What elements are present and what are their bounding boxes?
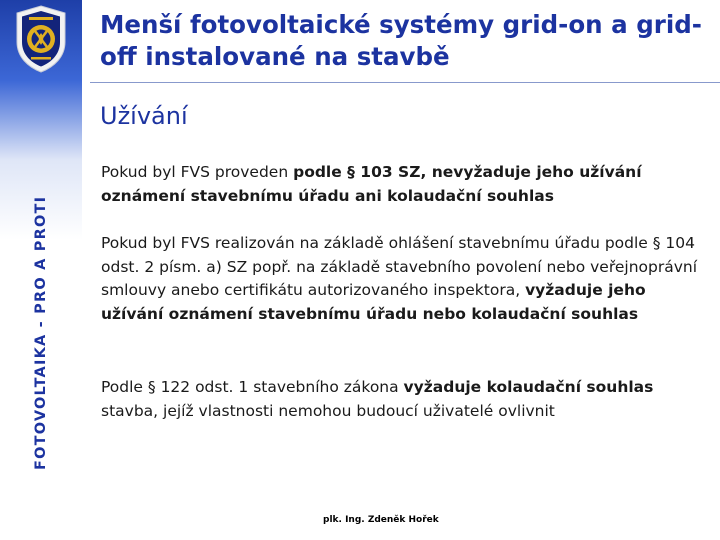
vertical-section-label: FOTOVOLTAIKA - PRO A PROTI <box>33 195 49 470</box>
paragraph-1 <box>101 161 711 208</box>
paragraph-text: Pokud byl FVS proveden <box>101 163 294 181</box>
title-divider <box>90 82 720 83</box>
paragraph-emphasis: vyžaduje jeho užívání oznámení stavebnímu úřadu nebo kolaudační souhlas <box>101 281 646 323</box>
paragraph-text: Podle § 122 odst. 1 stavebního zákona <box>101 378 404 396</box>
sidebar-band <box>0 0 82 540</box>
author-footer: plk. Ing. Zdeněk Hořek <box>323 515 439 525</box>
slide-title: Menší fotovoltaické systémy grid-on a grid-off instalované na stavbě <box>100 10 702 71</box>
paragraph-emphasis: podle § 103 SZ, nevyžaduje jeho užívání oznámení stavebnímu úřadu ani kolaudační souhlas <box>101 163 642 205</box>
paragraph-2 <box>101 232 711 326</box>
paragraph-text: stavba, jejíž vlastnosti nemohou budoucí uživatelé ovlivnit <box>101 401 555 420</box>
fire-rescue-badge-icon <box>13 4 69 74</box>
paragraph-emphasis: vyžaduje kolaudační souhlas <box>403 378 654 396</box>
paragraph-3 <box>101 376 711 423</box>
paragraph-text: Pokud byl FVS realizován na základě ohlášení stavebnímu úřadu podle § 104 odst. 2 písm. a) SZ popř. na základě stavebního povolení nebo veřejnoprávní smlouvy anebo certifikátu autorizovaného inspektora, <box>101 234 698 299</box>
section-heading: Užívání <box>100 102 188 130</box>
